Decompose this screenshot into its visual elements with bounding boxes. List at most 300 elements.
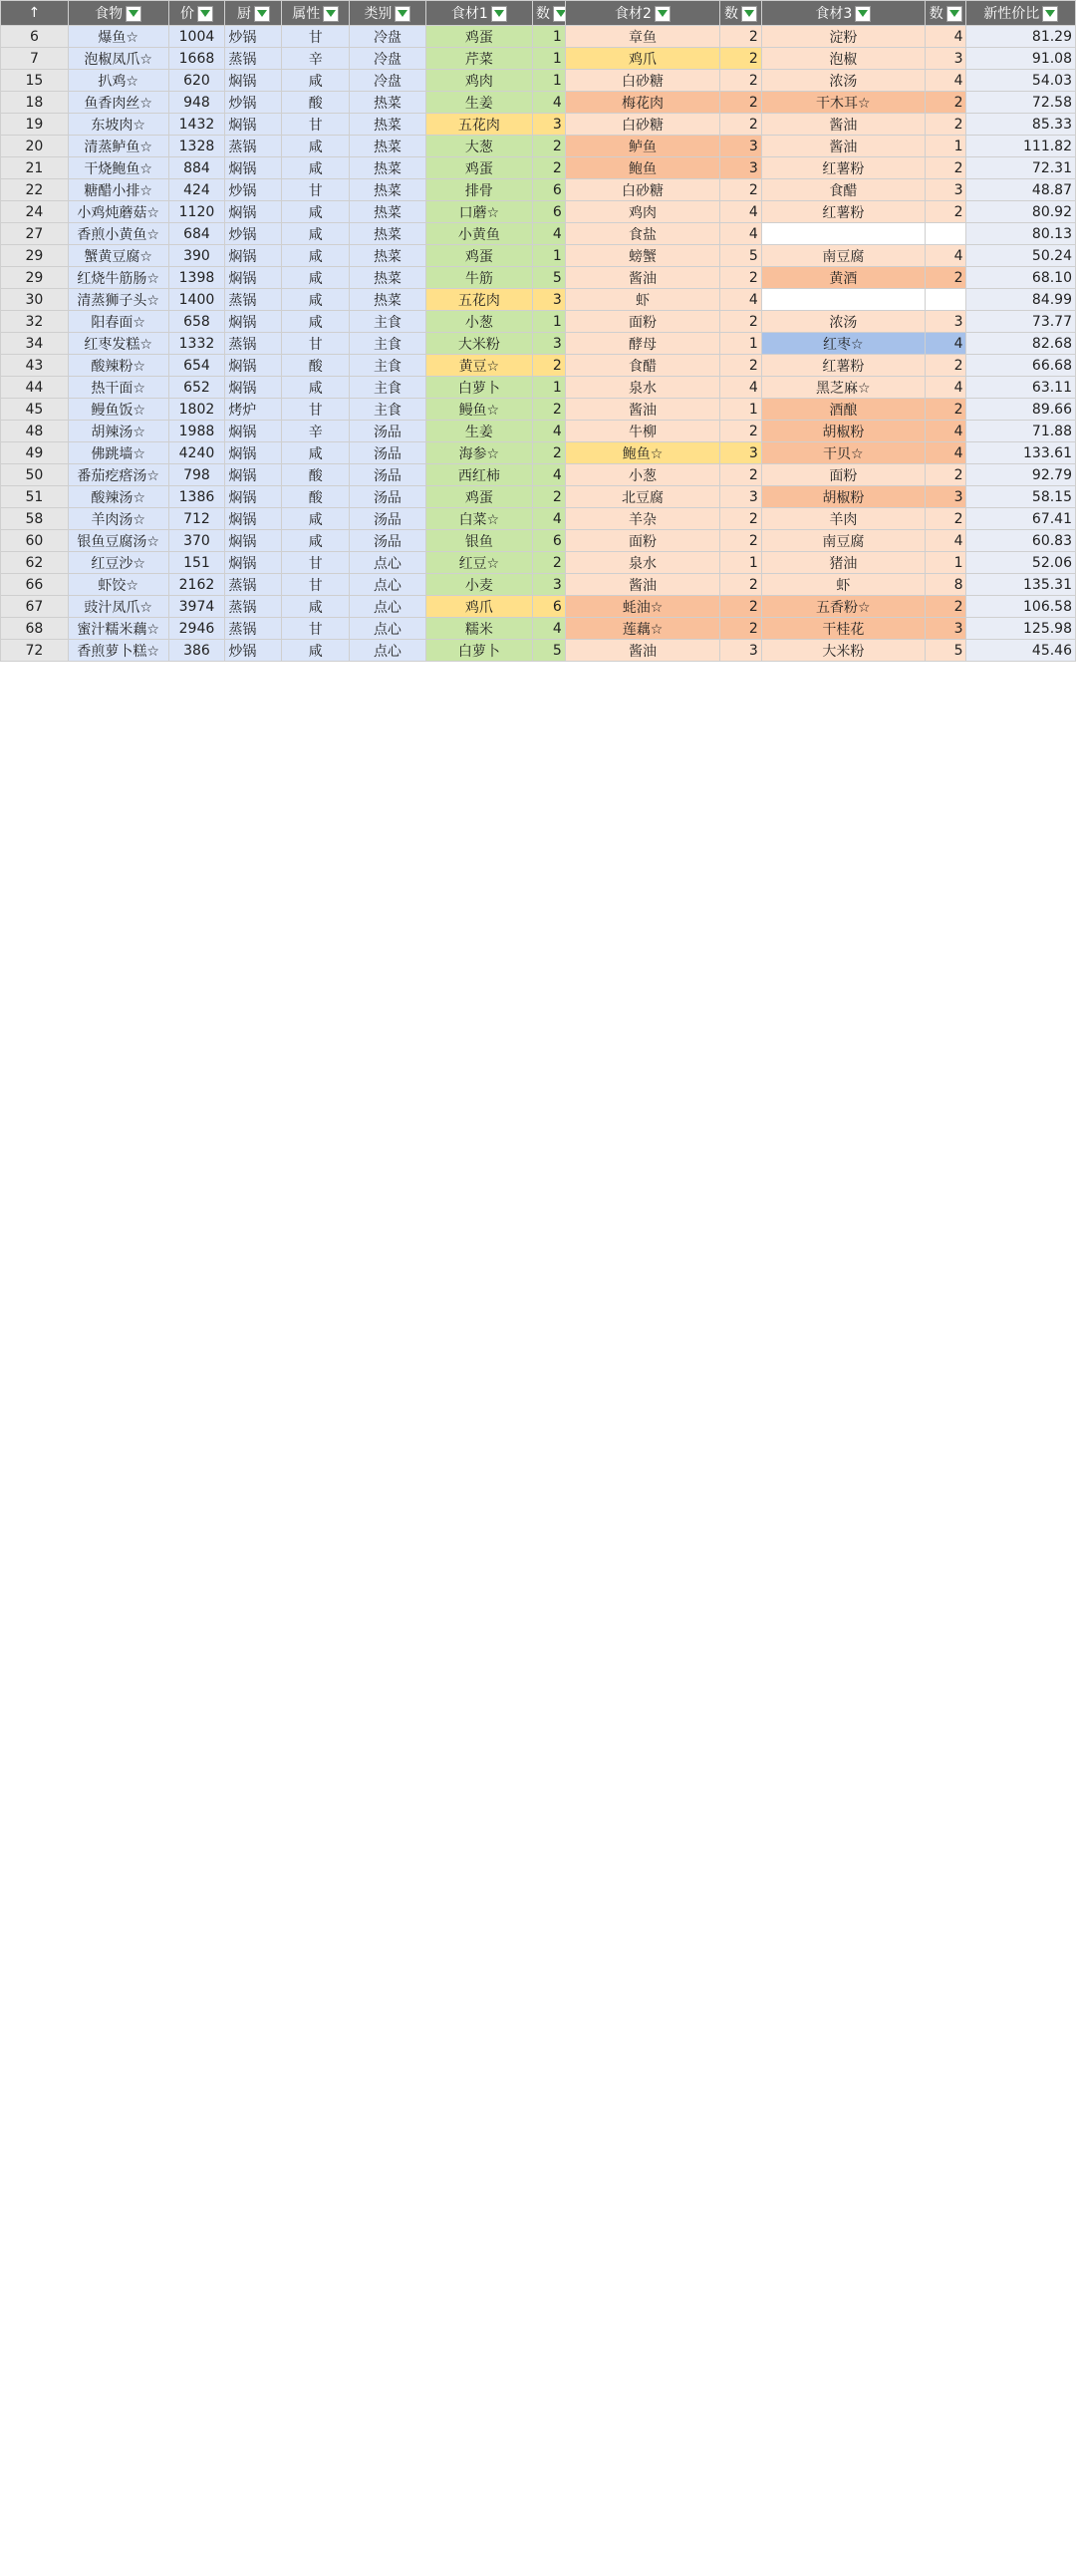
cell-i3[interactable]: 胡椒粉 <box>761 486 925 508</box>
cell-food[interactable]: 银鱼豆腐汤☆ <box>68 530 168 552</box>
cell-q3[interactable]: 8 <box>925 574 966 596</box>
cell-id[interactable]: 68 <box>1 618 69 640</box>
cell-cat[interactable]: 冷盘 <box>350 48 426 70</box>
cell-i1[interactable]: 鸡蛋 <box>425 486 532 508</box>
cell-i1[interactable]: 生姜 <box>425 92 532 114</box>
cell-price[interactable]: 1802 <box>168 399 225 421</box>
cell-q3[interactable]: 1 <box>925 136 966 157</box>
cell-q1[interactable]: 1 <box>532 311 565 333</box>
cell-q3[interactable]: 3 <box>925 486 966 508</box>
cell-cat[interactable]: 热菜 <box>350 179 426 201</box>
cell-i2[interactable]: 鸡肉 <box>565 201 719 223</box>
cell-food[interactable]: 鳗鱼饭☆ <box>68 399 168 421</box>
cell-pot[interactable]: 焖锅 <box>225 70 282 92</box>
cell-i2[interactable]: 牛柳 <box>565 421 719 442</box>
cell-id[interactable]: 30 <box>1 289 69 311</box>
cell-id[interactable]: 22 <box>1 179 69 201</box>
cell-q3[interactable]: 3 <box>925 618 966 640</box>
cell-food[interactable]: 鱼香肉丝☆ <box>68 92 168 114</box>
header-ratio[interactable]: 新性价比 <box>966 1 1076 26</box>
cell-q2[interactable]: 2 <box>720 508 762 530</box>
cell-i1[interactable]: 牛筋 <box>425 267 532 289</box>
cell-ratio[interactable]: 82.68 <box>966 333 1076 355</box>
cell-pot[interactable]: 蒸锅 <box>225 333 282 355</box>
cell-id[interactable]: 7 <box>1 48 69 70</box>
cell-q2[interactable]: 1 <box>720 552 762 574</box>
filter-icon[interactable] <box>395 6 410 22</box>
cell-i2[interactable]: 鸡爪 <box>565 48 719 70</box>
cell-id[interactable]: 67 <box>1 596 69 618</box>
cell-price[interactable]: 2162 <box>168 574 225 596</box>
cell-price[interactable]: 1398 <box>168 267 225 289</box>
cell-q3[interactable]: 4 <box>925 70 966 92</box>
cell-q1[interactable]: 5 <box>532 640 565 662</box>
cell-i3[interactable]: 泡椒 <box>761 48 925 70</box>
cell-cat[interactable]: 冷盘 <box>350 26 426 48</box>
cell-food[interactable]: 泡椒凤爪☆ <box>68 48 168 70</box>
cell-ratio[interactable]: 45.46 <box>966 640 1076 662</box>
filter-icon[interactable] <box>491 6 507 22</box>
cell-q2[interactable]: 5 <box>720 245 762 267</box>
cell-price[interactable]: 1004 <box>168 26 225 48</box>
cell-attr[interactable]: 甘 <box>282 114 350 136</box>
cell-cat[interactable]: 热菜 <box>350 92 426 114</box>
cell-ratio[interactable]: 91.08 <box>966 48 1076 70</box>
cell-price[interactable]: 424 <box>168 179 225 201</box>
cell-price[interactable]: 658 <box>168 311 225 333</box>
header-ing3[interactable]: 食材3 <box>761 1 925 26</box>
cell-q1[interactable]: 2 <box>532 136 565 157</box>
cell-price[interactable]: 712 <box>168 508 225 530</box>
header-id[interactable] <box>1 1 69 26</box>
cell-attr[interactable]: 咸 <box>282 377 350 399</box>
cell-attr[interactable]: 咸 <box>282 289 350 311</box>
cell-price[interactable]: 654 <box>168 355 225 377</box>
cell-pot[interactable]: 焖锅 <box>225 267 282 289</box>
cell-i3[interactable]: 红薯粉 <box>761 201 925 223</box>
cell-cat[interactable]: 热菜 <box>350 223 426 245</box>
cell-q3[interactable]: 4 <box>925 333 966 355</box>
cell-i3[interactable]: 南豆腐 <box>761 530 925 552</box>
cell-q3[interactable]: 3 <box>925 179 966 201</box>
cell-q2[interactable]: 2 <box>720 114 762 136</box>
cell-food[interactable]: 番茄疙瘩汤☆ <box>68 464 168 486</box>
cell-food[interactable]: 小鸡炖蘑菇☆ <box>68 201 168 223</box>
cell-food[interactable]: 酸辣粉☆ <box>68 355 168 377</box>
cell-attr[interactable]: 甘 <box>282 552 350 574</box>
cell-price[interactable]: 370 <box>168 530 225 552</box>
cell-q3[interactable]: 2 <box>925 267 966 289</box>
cell-pot[interactable]: 蒸锅 <box>225 618 282 640</box>
cell-id[interactable]: 50 <box>1 464 69 486</box>
cell-i1[interactable]: 银鱼 <box>425 530 532 552</box>
cell-q1[interactable]: 6 <box>532 179 565 201</box>
cell-q3[interactable]: 4 <box>925 377 966 399</box>
cell-pot[interactable]: 炒锅 <box>225 92 282 114</box>
cell-attr[interactable]: 咸 <box>282 223 350 245</box>
cell-attr[interactable]: 甘 <box>282 26 350 48</box>
cell-i3[interactable]: 干贝☆ <box>761 442 925 464</box>
header-qty1[interactable]: 数 <box>532 1 565 26</box>
cell-i1[interactable]: 大葱 <box>425 136 532 157</box>
cell-q1[interactable]: 1 <box>532 245 565 267</box>
cell-i1[interactable]: 鸡蛋 <box>425 157 532 179</box>
cell-q3[interactable]: 2 <box>925 201 966 223</box>
cell-q2[interactable]: 2 <box>720 574 762 596</box>
cell-id[interactable]: 15 <box>1 70 69 92</box>
header-qty3[interactable]: 数 <box>925 1 966 26</box>
header-pot[interactable]: 厨 <box>225 1 282 26</box>
cell-cat[interactable]: 汤品 <box>350 486 426 508</box>
cell-ratio[interactable]: 71.88 <box>966 421 1076 442</box>
cell-id[interactable]: 34 <box>1 333 69 355</box>
cell-pot[interactable]: 焖锅 <box>225 442 282 464</box>
cell-i2[interactable]: 鲍鱼☆ <box>565 442 719 464</box>
header-qty2[interactable]: 数 <box>720 1 762 26</box>
cell-i2[interactable]: 小葱 <box>565 464 719 486</box>
cell-food[interactable]: 糖醋小排☆ <box>68 179 168 201</box>
cell-id[interactable]: 6 <box>1 26 69 48</box>
cell-food[interactable]: 扒鸡☆ <box>68 70 168 92</box>
cell-pot[interactable]: 焖锅 <box>225 530 282 552</box>
cell-attr[interactable]: 咸 <box>282 245 350 267</box>
cell-q3[interactable]: 2 <box>925 92 966 114</box>
cell-i2[interactable]: 酱油 <box>565 640 719 662</box>
cell-q2[interactable]: 4 <box>720 289 762 311</box>
cell-ratio[interactable]: 73.77 <box>966 311 1076 333</box>
cell-i1[interactable]: 白萝卜 <box>425 640 532 662</box>
cell-i2[interactable]: 白砂糖 <box>565 114 719 136</box>
cell-ratio[interactable]: 81.29 <box>966 26 1076 48</box>
cell-cat[interactable]: 汤品 <box>350 442 426 464</box>
cell-i3[interactable]: 浓汤 <box>761 311 925 333</box>
cell-cat[interactable]: 热菜 <box>350 201 426 223</box>
cell-q3[interactable]: 2 <box>925 157 966 179</box>
cell-pot[interactable]: 炒锅 <box>225 179 282 201</box>
cell-food[interactable]: 佛跳墙☆ <box>68 442 168 464</box>
cell-q1[interactable]: 4 <box>532 464 565 486</box>
cell-i3[interactable]: 黄酒 <box>761 267 925 289</box>
cell-q3[interactable]: 2 <box>925 399 966 421</box>
cell-ratio[interactable]: 80.92 <box>966 201 1076 223</box>
header-ing1[interactable]: 食材1 <box>425 1 532 26</box>
cell-q1[interactable]: 2 <box>532 157 565 179</box>
cell-id[interactable]: 29 <box>1 267 69 289</box>
cell-attr[interactable]: 咸 <box>282 201 350 223</box>
cell-pot[interactable]: 焖锅 <box>225 157 282 179</box>
cell-price[interactable]: 386 <box>168 640 225 662</box>
cell-cat[interactable]: 点心 <box>350 618 426 640</box>
cell-ratio[interactable]: 54.03 <box>966 70 1076 92</box>
cell-q3[interactable]: 3 <box>925 48 966 70</box>
cell-cat[interactable]: 点心 <box>350 596 426 618</box>
cell-i1[interactable]: 鳗鱼☆ <box>425 399 532 421</box>
cell-price[interactable]: 1332 <box>168 333 225 355</box>
cell-attr[interactable]: 酸 <box>282 464 350 486</box>
cell-i1[interactable]: 口蘑☆ <box>425 201 532 223</box>
cell-q3[interactable]: 4 <box>925 421 966 442</box>
cell-q1[interactable]: 3 <box>532 574 565 596</box>
cell-id[interactable]: 60 <box>1 530 69 552</box>
cell-i3[interactable]: 酒酿 <box>761 399 925 421</box>
cell-i3[interactable]: 胡椒粉 <box>761 421 925 442</box>
cell-attr[interactable]: 咸 <box>282 530 350 552</box>
cell-q3[interactable]: 4 <box>925 530 966 552</box>
cell-q2[interactable]: 2 <box>720 179 762 201</box>
cell-cat[interactable]: 热菜 <box>350 114 426 136</box>
cell-price[interactable]: 652 <box>168 377 225 399</box>
cell-q2[interactable]: 2 <box>720 355 762 377</box>
cell-attr[interactable]: 咸 <box>282 136 350 157</box>
cell-attr[interactable]: 甘 <box>282 399 350 421</box>
cell-q1[interactable]: 6 <box>532 596 565 618</box>
cell-i2[interactable]: 虾 <box>565 289 719 311</box>
cell-i1[interactable]: 糯米 <box>425 618 532 640</box>
cell-q2[interactable]: 3 <box>720 486 762 508</box>
cell-pot[interactable]: 焖锅 <box>225 421 282 442</box>
cell-i2[interactable]: 章鱼 <box>565 26 719 48</box>
filter-icon[interactable] <box>323 6 339 22</box>
cell-q2[interactable]: 2 <box>720 464 762 486</box>
cell-q2[interactable]: 2 <box>720 48 762 70</box>
cell-ratio[interactable]: 72.31 <box>966 157 1076 179</box>
cell-pot[interactable]: 炒锅 <box>225 640 282 662</box>
cell-q1[interactable]: 2 <box>532 355 565 377</box>
cell-pot[interactable]: 焖锅 <box>225 355 282 377</box>
cell-pot[interactable]: 蒸锅 <box>225 289 282 311</box>
cell-i3[interactable]: 食醋 <box>761 179 925 201</box>
cell-i1[interactable]: 白萝卜 <box>425 377 532 399</box>
cell-ratio[interactable]: 92.79 <box>966 464 1076 486</box>
cell-q2[interactable]: 4 <box>720 377 762 399</box>
cell-i3[interactable] <box>761 223 925 245</box>
cell-ratio[interactable]: 89.66 <box>966 399 1076 421</box>
cell-attr[interactable]: 甘 <box>282 179 350 201</box>
cell-i2[interactable]: 螃蟹 <box>565 245 719 267</box>
cell-q1[interactable]: 6 <box>532 201 565 223</box>
cell-ratio[interactable]: 72.58 <box>966 92 1076 114</box>
sort-arrow-icon[interactable]: ↑ <box>28 5 41 21</box>
cell-i3[interactable]: 红枣☆ <box>761 333 925 355</box>
cell-cat[interactable]: 热菜 <box>350 267 426 289</box>
cell-cat[interactable]: 汤品 <box>350 421 426 442</box>
cell-i2[interactable]: 北豆腐 <box>565 486 719 508</box>
cell-q3[interactable] <box>925 223 966 245</box>
cell-i2[interactable]: 羊杂 <box>565 508 719 530</box>
cell-pot[interactable]: 焖锅 <box>225 245 282 267</box>
cell-i3[interactable]: 五香粉☆ <box>761 596 925 618</box>
cell-cat[interactable]: 热菜 <box>350 289 426 311</box>
cell-ratio[interactable]: 133.61 <box>966 442 1076 464</box>
cell-q2[interactable]: 4 <box>720 223 762 245</box>
cell-attr[interactable]: 甘 <box>282 333 350 355</box>
cell-i1[interactable]: 小葱 <box>425 311 532 333</box>
cell-id[interactable]: 29 <box>1 245 69 267</box>
cell-price[interactable]: 2946 <box>168 618 225 640</box>
cell-ratio[interactable]: 52.06 <box>966 552 1076 574</box>
cell-q2[interactable]: 2 <box>720 530 762 552</box>
cell-i2[interactable]: 梅花肉 <box>565 92 719 114</box>
cell-q2[interactable]: 2 <box>720 311 762 333</box>
cell-attr[interactable]: 咸 <box>282 157 350 179</box>
cell-q1[interactable]: 1 <box>532 377 565 399</box>
cell-q2[interactable]: 1 <box>720 333 762 355</box>
cell-ratio[interactable]: 67.41 <box>966 508 1076 530</box>
cell-q1[interactable]: 3 <box>532 333 565 355</box>
cell-i2[interactable]: 酱油 <box>565 399 719 421</box>
cell-q1[interactable]: 3 <box>532 289 565 311</box>
cell-id[interactable]: 32 <box>1 311 69 333</box>
cell-food[interactable]: 东坡肉☆ <box>68 114 168 136</box>
cell-food[interactable]: 红豆沙☆ <box>68 552 168 574</box>
cell-q3[interactable]: 4 <box>925 245 966 267</box>
cell-i3[interactable]: 酱油 <box>761 136 925 157</box>
cell-food[interactable]: 豉汁凤爪☆ <box>68 596 168 618</box>
cell-pot[interactable]: 蒸锅 <box>225 136 282 157</box>
cell-cat[interactable]: 主食 <box>350 355 426 377</box>
cell-cat[interactable]: 汤品 <box>350 530 426 552</box>
cell-ratio[interactable]: 106.58 <box>966 596 1076 618</box>
cell-q2[interactable]: 3 <box>720 136 762 157</box>
cell-ratio[interactable]: 85.33 <box>966 114 1076 136</box>
cell-q2[interactable]: 2 <box>720 596 762 618</box>
cell-attr[interactable]: 咸 <box>282 311 350 333</box>
cell-i1[interactable]: 芹菜 <box>425 48 532 70</box>
cell-q2[interactable]: 2 <box>720 267 762 289</box>
filter-icon[interactable] <box>855 6 871 22</box>
cell-ratio[interactable]: 125.98 <box>966 618 1076 640</box>
cell-price[interactable]: 1432 <box>168 114 225 136</box>
cell-attr[interactable]: 甘 <box>282 574 350 596</box>
cell-id[interactable]: 44 <box>1 377 69 399</box>
cell-q1[interactable]: 4 <box>532 92 565 114</box>
cell-price[interactable]: 1120 <box>168 201 225 223</box>
cell-i2[interactable]: 食醋 <box>565 355 719 377</box>
cell-id[interactable]: 18 <box>1 92 69 114</box>
cell-price[interactable]: 884 <box>168 157 225 179</box>
cell-q2[interactable]: 3 <box>720 640 762 662</box>
cell-cat[interactable]: 主食 <box>350 377 426 399</box>
cell-i3[interactable]: 虾 <box>761 574 925 596</box>
cell-i2[interactable]: 面粉 <box>565 311 719 333</box>
cell-q3[interactable]: 2 <box>925 508 966 530</box>
filter-icon[interactable] <box>946 6 962 22</box>
cell-cat[interactable]: 主食 <box>350 333 426 355</box>
cell-i2[interactable]: 面粉 <box>565 530 719 552</box>
cell-cat[interactable]: 热菜 <box>350 245 426 267</box>
cell-food[interactable]: 蜜汁糯米藕☆ <box>68 618 168 640</box>
cell-price[interactable]: 151 <box>168 552 225 574</box>
cell-ratio[interactable]: 60.83 <box>966 530 1076 552</box>
cell-i1[interactable]: 小黄鱼 <box>425 223 532 245</box>
cell-pot[interactable]: 蒸锅 <box>225 574 282 596</box>
cell-i3[interactable]: 黑芝麻☆ <box>761 377 925 399</box>
cell-q1[interactable]: 2 <box>532 486 565 508</box>
cell-i1[interactable]: 西红柿 <box>425 464 532 486</box>
cell-price[interactable]: 620 <box>168 70 225 92</box>
cell-pot[interactable]: 烤炉 <box>225 399 282 421</box>
cell-price[interactable]: 1668 <box>168 48 225 70</box>
cell-i3[interactable]: 大米粉 <box>761 640 925 662</box>
cell-food[interactable]: 清蒸鲈鱼☆ <box>68 136 168 157</box>
cell-attr[interactable]: 咸 <box>282 596 350 618</box>
cell-i1[interactable]: 鸡蛋 <box>425 26 532 48</box>
cell-pot[interactable]: 蒸锅 <box>225 48 282 70</box>
cell-id[interactable]: 66 <box>1 574 69 596</box>
cell-cat[interactable]: 汤品 <box>350 464 426 486</box>
cell-price[interactable]: 948 <box>168 92 225 114</box>
cell-i1[interactable]: 生姜 <box>425 421 532 442</box>
cell-q1[interactable]: 6 <box>532 530 565 552</box>
cell-attr[interactable]: 咸 <box>282 640 350 662</box>
cell-i1[interactable]: 五花肉 <box>425 289 532 311</box>
cell-q3[interactable]: 5 <box>925 640 966 662</box>
cell-ratio[interactable]: 68.10 <box>966 267 1076 289</box>
cell-food[interactable]: 蟹黄豆腐☆ <box>68 245 168 267</box>
cell-price[interactable]: 1400 <box>168 289 225 311</box>
cell-cat[interactable]: 点心 <box>350 552 426 574</box>
cell-i2[interactable]: 鲍鱼 <box>565 157 719 179</box>
cell-ratio[interactable]: 80.13 <box>966 223 1076 245</box>
cell-price[interactable]: 1988 <box>168 421 225 442</box>
cell-cat[interactable]: 点心 <box>350 574 426 596</box>
cell-ratio[interactable]: 58.15 <box>966 486 1076 508</box>
cell-attr[interactable]: 酸 <box>282 355 350 377</box>
cell-i1[interactable]: 黄豆☆ <box>425 355 532 377</box>
cell-i1[interactable]: 红豆☆ <box>425 552 532 574</box>
cell-i2[interactable]: 泉水 <box>565 377 719 399</box>
cell-q1[interactable]: 2 <box>532 399 565 421</box>
cell-pot[interactable]: 焖锅 <box>225 114 282 136</box>
cell-food[interactable]: 香煎萝卜糕☆ <box>68 640 168 662</box>
cell-cat[interactable]: 热菜 <box>350 157 426 179</box>
filter-icon[interactable] <box>553 6 565 22</box>
cell-pot[interactable]: 焖锅 <box>225 464 282 486</box>
cell-id[interactable]: 20 <box>1 136 69 157</box>
cell-q1[interactable]: 1 <box>532 26 565 48</box>
cell-attr[interactable]: 辛 <box>282 48 350 70</box>
cell-attr[interactable]: 咸 <box>282 508 350 530</box>
cell-i2[interactable]: 食盐 <box>565 223 719 245</box>
cell-i3[interactable]: 红薯粉 <box>761 157 925 179</box>
cell-i1[interactable]: 排骨 <box>425 179 532 201</box>
cell-attr[interactable]: 酸 <box>282 92 350 114</box>
cell-i2[interactable]: 酵母 <box>565 333 719 355</box>
cell-attr[interactable]: 辛 <box>282 421 350 442</box>
cell-ratio[interactable]: 63.11 <box>966 377 1076 399</box>
cell-id[interactable]: 49 <box>1 442 69 464</box>
cell-food[interactable]: 胡辣汤☆ <box>68 421 168 442</box>
cell-i2[interactable]: 酱油 <box>565 267 719 289</box>
cell-attr[interactable]: 咸 <box>282 267 350 289</box>
cell-food[interactable]: 虾饺☆ <box>68 574 168 596</box>
cell-id[interactable]: 62 <box>1 552 69 574</box>
cell-q2[interactable]: 2 <box>720 26 762 48</box>
cell-i2[interactable]: 莲藕☆ <box>565 618 719 640</box>
cell-q1[interactable]: 2 <box>532 552 565 574</box>
cell-attr[interactable]: 咸 <box>282 70 350 92</box>
cell-q3[interactable]: 1 <box>925 552 966 574</box>
cell-q3[interactable]: 2 <box>925 355 966 377</box>
cell-q2[interactable]: 3 <box>720 157 762 179</box>
filter-icon[interactable] <box>1042 6 1058 22</box>
cell-id[interactable]: 45 <box>1 399 69 421</box>
header-attr[interactable]: 属性 <box>282 1 350 26</box>
cell-q2[interactable]: 2 <box>720 70 762 92</box>
cell-q3[interactable]: 4 <box>925 26 966 48</box>
cell-i3[interactable]: 红薯粉 <box>761 355 925 377</box>
cell-ratio[interactable]: 50.24 <box>966 245 1076 267</box>
